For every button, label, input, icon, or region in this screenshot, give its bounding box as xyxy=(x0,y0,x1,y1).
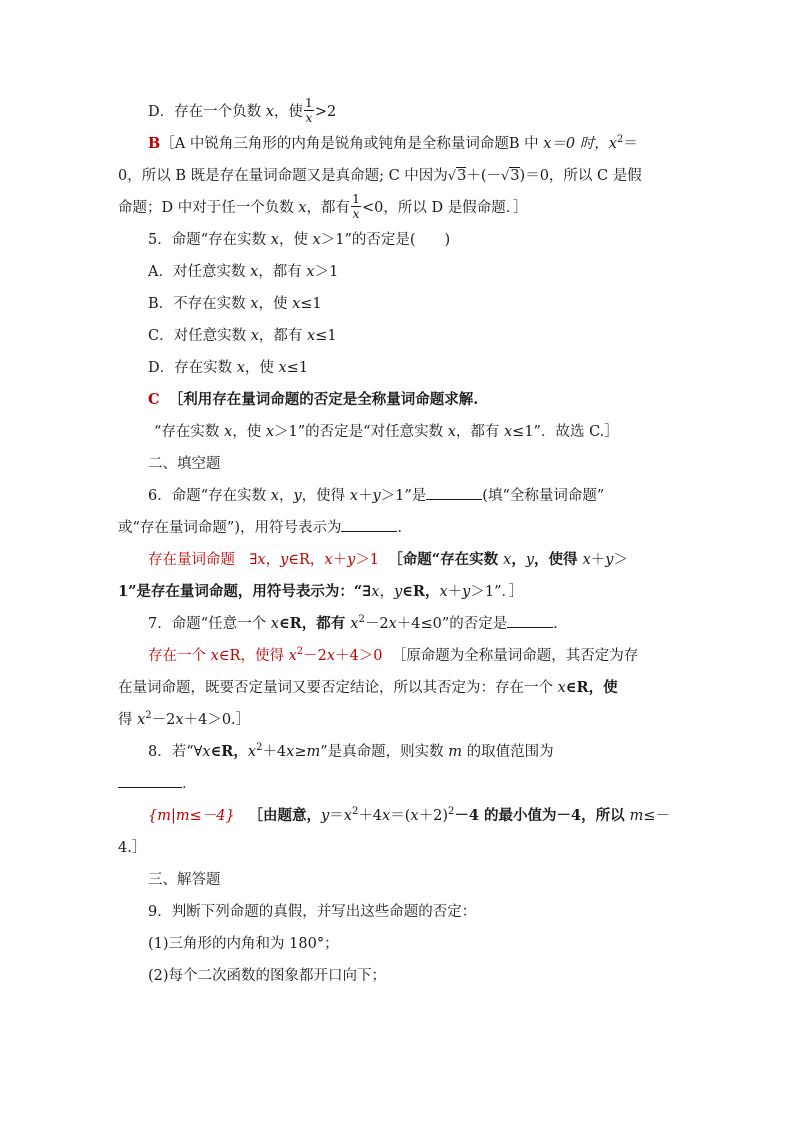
q6-answer: 存在量词命题 ∃x，y∈R，x＋y＞1 ［命题“存在实数 x，y，使得 x＋y＞ xyxy=(148,551,628,568)
q6-stem-line1: 6．命题“存在实数 x，y，使得 x＋y＞1”是 (填“全称量词命题” xyxy=(118,480,674,512)
q4-answer-line3: 命题；D 中对于任一个负数 x，都有 $\frac{1}{x}$ <0，所以 D 是假命题．］ xyxy=(118,190,528,221)
q8-stem: 8．若“∀x∈R，$x^2+4x\ge m$”是真命题，则实数 m 的取值范围为 xyxy=(148,742,554,760)
q5-option-b: B．不存在实数 x，使 x≤1 xyxy=(148,296,322,312)
section-heading-solve: 三、解答题 xyxy=(148,872,221,888)
section-heading-fill-blank: 二、填空题 xyxy=(148,456,221,472)
sqrt-3: 3 xyxy=(457,168,467,184)
answer-blank xyxy=(426,483,482,500)
answer-letter: C xyxy=(148,391,160,408)
q7-stem: 7．命题“任意一个 x∈R，都有 $x^2-2x+4\le 0$”的否定是 ． xyxy=(118,608,674,640)
q7-explanation-line3: 得 $x^2-2x+4>0.]$ xyxy=(118,710,251,728)
q4-option-d: D．存在一个负数 x，使 $\frac{1}{x}$ >2 xyxy=(148,94,337,125)
answer-set: {m|m≤－4} xyxy=(148,808,235,824)
q9-item-1: (1)三角形的内角和为 180°； xyxy=(148,936,339,952)
q6-stem-line2: 或“存在量词命题”)，用符号表示为 ． xyxy=(118,512,674,544)
fraction-1-over-x: $\frac{1}{x}$ xyxy=(352,190,360,221)
q7-answer: 存在一个 x∈R，使得 $x^2-2x+4>0$ ［原命题为全称量词命题，其否定为存 xyxy=(148,646,639,664)
q8-stem-line2: ． xyxy=(118,768,674,800)
q5-option-a: A．对任意实数 x，都有 x＞1 xyxy=(148,264,339,280)
q8-explanation-line2: 4.］ xyxy=(118,840,147,856)
answer-blank xyxy=(507,611,553,628)
q7-explanation-line2: 在量词命题，既要否定量词又要否定结论，所以其否定为：存在一个 x∈R，使 xyxy=(118,679,618,696)
q5-option-d: D．存在实数 x，使 x≤1 xyxy=(148,360,309,376)
q4-answer-line2: 0，所以 B 既是存在量词命题又是真命题; C 中因为√3＋(－√3)＝0，所以 C 是假 xyxy=(118,168,642,184)
q4-answer-line1: B［A 中锐角三角形的内角是锐角或钝角是全称量词命题B 中 x＝0 时，$x^2=$ xyxy=(148,134,638,152)
answer-blank xyxy=(341,515,397,532)
exercise-content xyxy=(118,96,674,992)
q9-stem: 9．判断下列命题的真假，并写出这些命题的否定： xyxy=(148,904,477,920)
q5-stem: 5．命题“存在实数 x，使 x＞1”的否定是( ) xyxy=(148,232,451,248)
q8-answer: {m|m≤－4} ［由题意，$y=x^2+4x=(x+2)^2-4$ 的最小值为－4，所以 m≤－ xyxy=(148,806,671,824)
q5-answer-line2: “存在实数 x，使 x＞1”的否定是“对任意实数 x，都有 x≤1”．故选 C.］ xyxy=(154,424,619,440)
q5-answer-line1: C ［利用存在量词命题的否定是全称量词命题求解. xyxy=(148,391,479,408)
answer-blank xyxy=(118,771,182,788)
q9-item-2: (2)每个二次函数的图象都开口向下； xyxy=(148,968,387,984)
fraction-1-over-x: $\frac{1}{x}$ xyxy=(304,94,313,125)
answer-letter: B xyxy=(148,135,161,152)
q6-explanation-line2: 1”是存在量词命题，用符号表示为：“∃x，y∈R，x＋y＞1”．］ xyxy=(118,583,524,600)
q5-option-c: C．对任意实数 x，都有 x≤1 xyxy=(148,328,337,344)
